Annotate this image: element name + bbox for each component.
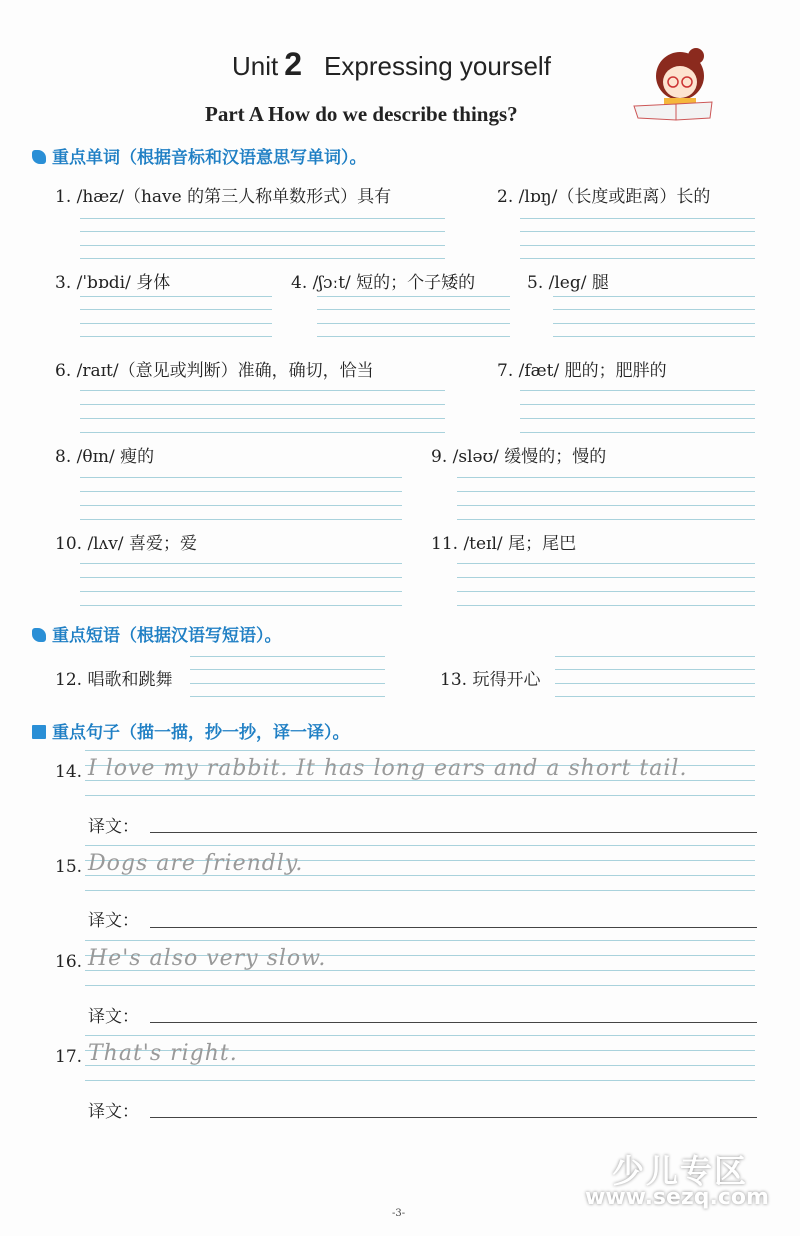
sentence-number: 17. — [55, 1047, 83, 1067]
sentence-number: 16. — [55, 952, 83, 972]
phrase-item-12: 12. 唱歌和跳舞 — [55, 670, 173, 690]
word-item-3: 3. /ˈbɒdi/ 身体 — [55, 273, 171, 293]
writing-lines-6[interactable] — [80, 390, 445, 434]
section-title: 重点短语（根据汉语写短语）。 — [52, 626, 282, 646]
word-item-9: 9. /sləʊ/ 缓慢的；慢的 — [431, 447, 607, 467]
writing-lines-5[interactable] — [553, 296, 755, 338]
unit-title — [232, 46, 551, 83]
word-item-5: 5. /leg/ 腿 — [527, 273, 609, 293]
books-icon — [32, 725, 46, 739]
word-item-10: 10. /lʌv/ 喜爱；爱 — [55, 534, 197, 554]
translation-line-17[interactable] — [150, 1117, 757, 1118]
translation-label: 译文： — [88, 817, 139, 837]
girl-reading-icon — [632, 44, 722, 122]
writing-lines-12[interactable] — [190, 656, 385, 698]
translation-label: 译文： — [88, 1007, 139, 1027]
writing-lines-13[interactable] — [555, 656, 755, 698]
section-header-words — [32, 143, 367, 168]
trace-sentence-17: That's right. — [88, 1041, 238, 1066]
writing-lines-3[interactable] — [80, 296, 272, 338]
watermark-name: 少儿专区 — [612, 1152, 749, 1190]
section-title: 重点单词（根据音标和汉语意思写单词）。 — [52, 148, 367, 168]
word-item-1: 1. /hæz/（have 的第三人称单数形式）具有 — [55, 187, 392, 207]
translation-line-16[interactable] — [150, 1022, 757, 1023]
translation-label: 译文： — [88, 911, 139, 931]
word-item-6: 6. /raɪt/（意见或判断）准确，确切，恰当 — [55, 361, 374, 381]
unit-number: 2 — [284, 46, 303, 82]
writing-lines-2[interactable] — [520, 218, 755, 260]
eraser-icon — [32, 628, 46, 642]
word-item-4: 4. /ʃɔːt/ 短的；个子矮的 — [291, 273, 476, 293]
word-item-8: 8. /θɪn/ 瘦的 — [55, 447, 155, 467]
word-item-2: 2. /lɒŋ/（长度或距离）长的 — [497, 187, 711, 207]
word-item-11: 11. /teɪl/ 尾；尾巴 — [431, 534, 577, 554]
watermark-url: www.sezq.com — [585, 1185, 769, 1210]
unit-label: Unit — [232, 51, 279, 81]
trace-sentence-16: He's also very slow. — [88, 946, 327, 971]
writing-lines-4[interactable] — [317, 296, 510, 338]
phrase-item-13: 13. 玩得开心 — [440, 670, 541, 690]
sentence-number: 14. — [55, 762, 83, 782]
writing-lines-9[interactable] — [457, 477, 755, 521]
writing-lines-11[interactable] — [457, 563, 755, 607]
writing-lines-7[interactable] — [520, 390, 755, 434]
pencil-icon — [32, 150, 46, 164]
section-header-phrases — [32, 621, 282, 646]
writing-lines-8[interactable] — [80, 477, 402, 521]
translation-label: 译文： — [88, 1102, 139, 1122]
writing-lines-1[interactable] — [80, 218, 445, 260]
word-item-7: 7. /fæt/ 肥的；肥胖的 — [497, 361, 667, 381]
writing-lines-10[interactable] — [80, 563, 402, 607]
sentence-number: 15. — [55, 857, 83, 877]
unit-subtitle: Expressing yourself — [324, 51, 551, 81]
section-header-sentences — [32, 718, 350, 743]
trace-sentence-15: Dogs are friendly. — [88, 851, 304, 876]
translation-line-14[interactable] — [150, 832, 757, 833]
translation-line-15[interactable] — [150, 927, 757, 928]
part-title: Part A How do we describe things? — [205, 102, 518, 126]
trace-sentence-14: I love my rabbit. It has long ears and a short tail. — [88, 756, 688, 781]
section-title: 重点句子（描一描，抄一抄，译一译）。 — [52, 723, 350, 743]
page-number: -3- — [392, 1208, 406, 1219]
